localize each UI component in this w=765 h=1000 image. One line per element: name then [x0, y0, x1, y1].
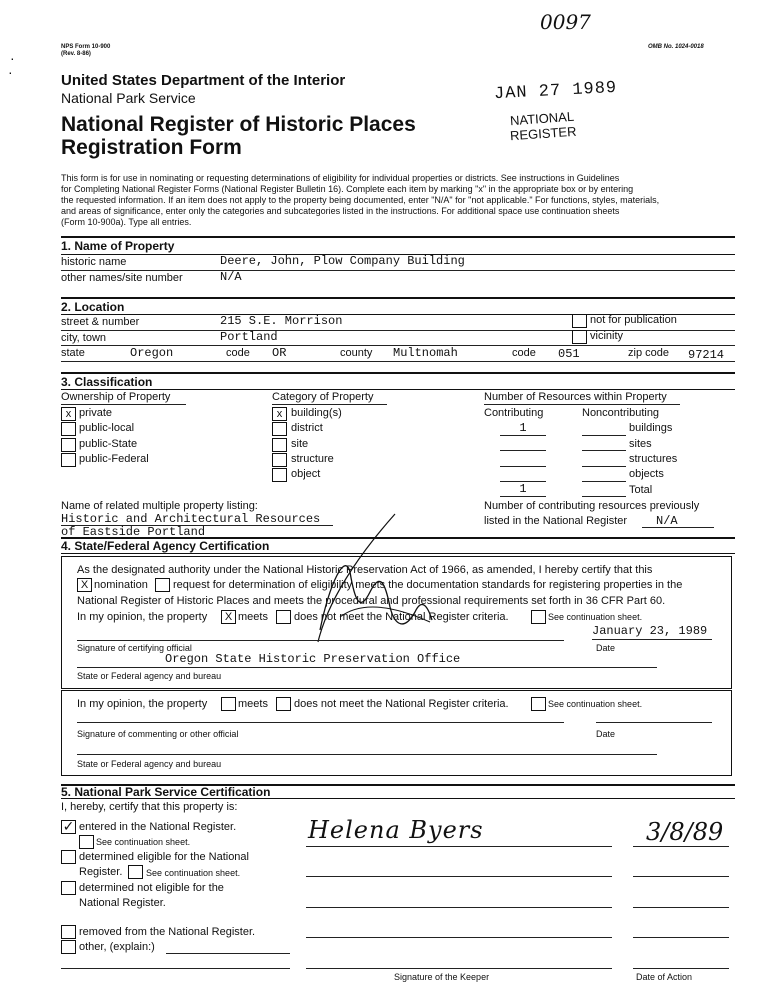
explain-line: [166, 953, 290, 954]
other-names-value[interactable]: N/A: [220, 270, 242, 284]
removed-checkbox[interactable]: [61, 925, 76, 939]
blank-line: [582, 435, 626, 436]
handwritten-number: 0097: [540, 10, 591, 34]
omb-number: OMB No. 1024-0018: [648, 44, 704, 50]
state-code-label: code: [226, 347, 250, 359]
street-value[interactable]: 215 S.E. Morrison: [220, 314, 343, 328]
category-building-label: building(s): [291, 407, 342, 419]
see-continuation2-checkbox[interactable]: [531, 697, 546, 711]
keeper-line: [306, 846, 612, 847]
margin-mark: ·: [10, 50, 15, 66]
agency-line: [77, 667, 657, 668]
blank-line: [500, 466, 546, 467]
street-label: street & number: [61, 316, 140, 328]
removed-label: removed from the National Register.: [79, 926, 256, 938]
related-listing-value1[interactable]: Historic and Architectural Resources: [61, 512, 321, 526]
explain-line: [61, 968, 290, 969]
state-label: state: [61, 347, 85, 359]
certification-para-line2: request for determination of eligibility meets the documentation standards for registering properties in the: [173, 579, 683, 591]
heading-underline: [272, 404, 387, 405]
row-total: Total: [629, 484, 653, 496]
row-buildings: buildings: [629, 422, 673, 434]
certifying-signature: [300, 512, 450, 652]
not-eligible-label2: National Register.: [79, 897, 166, 909]
blank-line: [582, 466, 626, 467]
field-rule: [61, 270, 735, 271]
previously-listed-label2: listed in the National Register: [484, 515, 628, 527]
received-stamp-date: JAN 27 1989: [493, 78, 618, 105]
heading-underline: [484, 404, 680, 405]
entered-label: entered in the National Register.: [79, 821, 237, 833]
category-site-checkbox[interactable]: [272, 438, 287, 452]
not-eligible-checkbox[interactable]: [61, 881, 76, 895]
agency-value[interactable]: Oregon State Historic Preservation Office: [165, 652, 461, 666]
blank-line: [582, 481, 626, 482]
eligible-continuation-label: See continuation sheet.: [146, 868, 241, 878]
section-rule: [61, 297, 735, 299]
opinion2-prefix: In my opinion, the property: [77, 698, 208, 710]
category-structure-label: structure: [291, 453, 334, 465]
blank-line: [500, 450, 546, 451]
category-district-checkbox[interactable]: [272, 422, 287, 436]
zip-value[interactable]: 97214: [688, 348, 725, 362]
keeper-signature: Helena Byers: [308, 816, 484, 844]
noncontributing-label: Noncontributing: [582, 407, 660, 419]
contributing-buildings[interactable]: 1: [519, 421, 527, 435]
other-names-label: other names/site number: [61, 272, 183, 284]
category-object-label: object: [291, 468, 321, 480]
ownership-public-federal-label: public-Federal: [79, 453, 149, 465]
instructions: This form is for use in nominating or requesting determinations of eligibility for individual properties or districts. See instructions in Guidelines for Completing National Register Forms (National Register Bulletin 16). Complete each item by marking "x" in the appropriate box or by entering the requested information. If an item does not apply to the property being documented, enter "N/A" for "not applicable." For functions, styles, materials, and areas of significance, enter only the categories and subcategories listed in the instructions. For additional space use continuation sheets (Form 10-900a). Type all entries.: [61, 173, 660, 227]
action-date-line: [633, 968, 729, 969]
see-continuation-checkbox[interactable]: [531, 610, 546, 624]
ownership-public-local-label: public-local: [79, 422, 135, 434]
section-rule: [61, 236, 735, 238]
form-title-line1: National Register of Historic Places: [61, 113, 416, 136]
contributing-label: Contributing: [484, 407, 544, 419]
signature-label: Signature of certifying official: [77, 643, 192, 653]
stamp-register: REGISTER: [509, 123, 577, 144]
vicinity-checkbox[interactable]: [572, 330, 587, 344]
not-for-publication-checkbox[interactable]: [572, 314, 587, 328]
does-not-meet-checkbox[interactable]: [276, 610, 291, 624]
section-rule: [61, 389, 735, 390]
ownership-heading: Ownership of Property: [61, 391, 171, 403]
entered-checkbox[interactable]: ✓: [62, 818, 75, 834]
category-object-checkbox[interactable]: [272, 468, 287, 482]
action-date-line: [633, 937, 729, 938]
see-continuation-label: See continuation sheet.: [548, 612, 643, 622]
keeper-label: Signature of the Keeper: [394, 972, 490, 982]
margin-mark: ·: [8, 64, 13, 80]
does-not-meet-label: does not meet the National Register criteria.: [294, 611, 509, 623]
date-line: [592, 639, 712, 640]
see-continuation2-label: See continuation sheet.: [548, 699, 643, 709]
historic-name-label: historic name: [61, 256, 127, 268]
date-line: [596, 722, 712, 723]
not-eligible-label1: determined not eligible for the: [79, 882, 224, 894]
agency2-label: State or Federal agency and bureau: [77, 759, 222, 769]
county-code-value[interactable]: 051: [558, 347, 580, 361]
determination-request-checkbox[interactable]: [155, 578, 170, 592]
field-rule: [642, 527, 714, 528]
entered-continuation-label: See continuation sheet.: [96, 837, 191, 847]
meets-checkbox[interactable]: X: [221, 610, 236, 624]
row-sites: sites: [629, 438, 652, 450]
county-code-label: code: [512, 347, 536, 359]
certify-statement: I, hereby, certify that this property is:: [61, 801, 238, 813]
determined-eligible-checkbox[interactable]: [61, 850, 76, 864]
zip-label: zip code: [628, 347, 669, 359]
keeper-line: [306, 876, 612, 877]
determined-eligible-label2: Register.: [79, 866, 123, 878]
ownership-public-state-label: public-State: [79, 438, 138, 450]
keeper-line: [306, 907, 612, 908]
city-value[interactable]: Portland: [220, 330, 278, 344]
blank-line: [582, 496, 626, 497]
date-label: Date: [596, 643, 616, 653]
previously-listed-value[interactable]: N/A: [656, 514, 678, 528]
section2-heading: 2. Location: [61, 300, 125, 314]
action-date-line: [633, 876, 729, 877]
entered-continuation-checkbox[interactable]: [79, 835, 94, 849]
section-rule: [61, 372, 735, 374]
resources-heading: Number of Resources within Property: [484, 391, 667, 403]
certification-date-value[interactable]: January 23, 1989: [592, 624, 708, 638]
certification-para-line1: As the designated authority under the National Historic Preservation Act of 1966, as amended, I hereby certify that this: [77, 564, 653, 576]
ownership-private-label: private: [79, 407, 113, 419]
stamp-national: NATIONAL: [509, 108, 575, 129]
section5-heading: 5. National Park Service Certification: [61, 785, 271, 799]
other-checkbox[interactable]: [61, 940, 76, 954]
agency-label: State or Federal agency and bureau: [77, 671, 222, 681]
vicinity-label: vicinity: [590, 330, 624, 342]
county-label: county: [340, 347, 373, 359]
blank-line: [582, 450, 626, 451]
eligible-continuation-checkbox[interactable]: [128, 865, 143, 879]
signature-line: [77, 722, 564, 723]
category-heading: Category of Property: [272, 391, 374, 403]
state-value[interactable]: Oregon: [130, 346, 174, 360]
keeper-line: [306, 968, 612, 969]
not-for-publication-label: not for publication: [590, 314, 677, 326]
ownership-public-state-checkbox[interactable]: [61, 438, 76, 452]
city-label: city, town: [61, 332, 107, 344]
nomination-label: nomination: [94, 579, 148, 591]
related-listing-label: Name of related multiple property listing:: [61, 500, 258, 512]
form-number: NPS Form 10-900: [61, 44, 111, 50]
state-code-value[interactable]: OR: [272, 346, 287, 360]
category-district-label: district: [291, 422, 323, 434]
form-title-line2: Registration Form: [61, 136, 242, 159]
ownership-public-federal-checkbox[interactable]: [61, 453, 76, 467]
category-building-checkbox[interactable]: x: [272, 407, 287, 421]
determined-eligible-label1: determined eligible for the National: [79, 851, 249, 863]
category-structure-checkbox[interactable]: [272, 453, 287, 467]
meets2-label: meets: [238, 698, 268, 710]
certification-para-line3: National Register of Historic Places and meets the procedural and professional requirements set forth in 36 CFR Part 60.: [77, 595, 666, 607]
field-rule: [61, 330, 735, 331]
section4-heading: 4. State/Federal Agency Certification: [61, 539, 270, 553]
row-objects: objects: [629, 468, 664, 480]
row-structures: structures: [629, 453, 678, 465]
contributing-total[interactable]: 1: [519, 482, 527, 496]
field-rule: [61, 361, 735, 362]
action-label: Date of Action: [636, 972, 693, 982]
department-name: United States Department of the Interior: [61, 72, 346, 89]
ownership-public-local-checkbox[interactable]: [61, 422, 76, 436]
blank-line: [500, 435, 546, 436]
opinion-prefix: In my opinion, the property: [77, 611, 208, 623]
section3-heading: 3. Classification: [61, 375, 153, 389]
county-value[interactable]: Multnomah: [393, 346, 458, 360]
keeper-line: [306, 937, 612, 938]
other-label: other, (explain:): [79, 941, 155, 953]
does-not-meet2-label: does not meet the National Register criteria.: [294, 698, 509, 710]
action-date-line: [633, 846, 729, 847]
historic-name-value[interactable]: Deere, John, Plow Company Building: [220, 254, 465, 268]
nomination-checkbox[interactable]: X: [77, 578, 92, 592]
form-revision: (Rev. 8-86): [61, 51, 91, 57]
meets2-checkbox[interactable]: [221, 697, 236, 711]
heading-underline: [61, 404, 186, 405]
agency-line: [77, 754, 657, 755]
action-date[interactable]: 3/8/89: [646, 818, 724, 846]
ownership-private-checkbox[interactable]: x: [61, 407, 76, 421]
previously-listed-label1: Number of contributing resources previously: [484, 500, 700, 512]
section-rule: [61, 798, 735, 799]
section1-heading: 1. Name of Property: [61, 239, 175, 253]
meets-label: meets: [238, 611, 268, 623]
service-name: National Park Service: [61, 90, 196, 106]
related-listing-value2[interactable]: of Eastside Portland: [61, 525, 206, 539]
signature-line: [77, 640, 564, 641]
date2-label: Date: [596, 729, 616, 739]
does-not-meet2-checkbox[interactable]: [276, 697, 291, 711]
commenting-signature-label: Signature of commenting or other official: [77, 729, 239, 739]
action-date-line: [633, 907, 729, 908]
category-site-label: site: [291, 438, 309, 450]
blank-line: [500, 496, 546, 497]
